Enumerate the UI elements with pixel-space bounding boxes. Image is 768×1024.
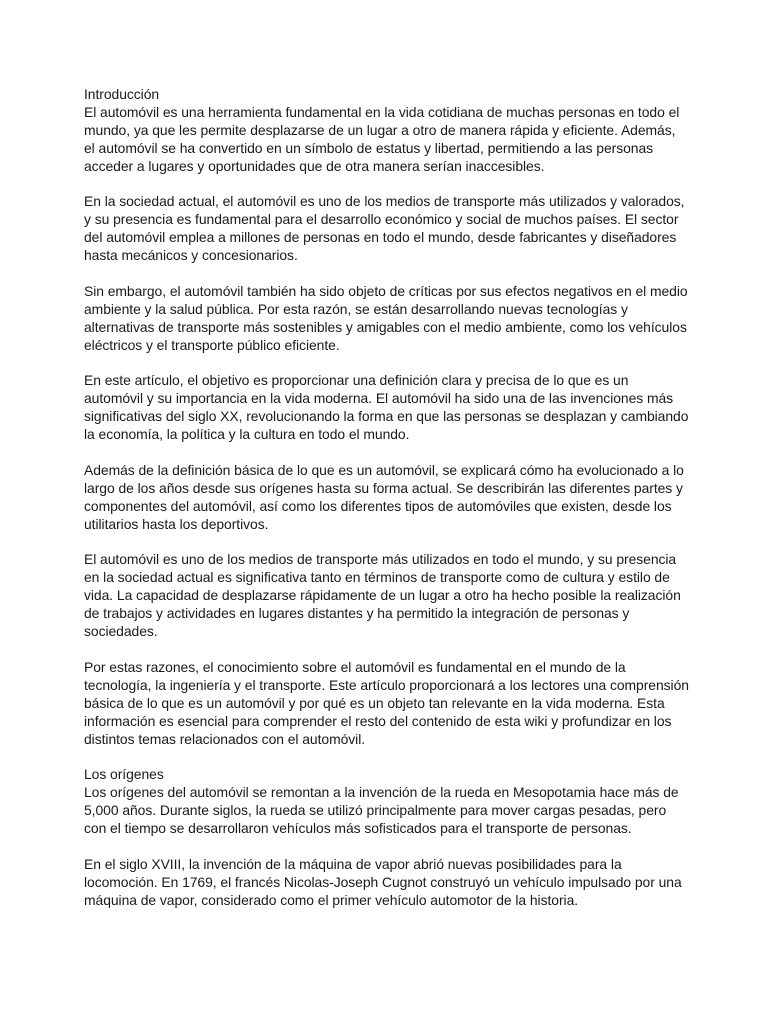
section-heading-origenes: Los orígenes — [84, 766, 164, 783]
paragraph: Sin embargo, el automóvil también ha sido objeto de críticas por sus efectos negativos en el medio ambiente y la salud pública. Por esta razón, se están desarrollando nuevas tecnologías y alternativas de transporte más sostenibles y amigables con el medio ambiente, como los vehículos eléctricos y el transporte público eficiente. — [84, 282, 688, 353]
paragraph: Además de la definición básica de lo que es un automóvil, se explicará cómo ha evolucionado a lo largo de los años desde sus orígenes hasta su forma actual. Se describirán las diferentes partes y componentes del automóvil, así como los diferentes tipos de automóviles que existen, desde los utilitarios hasta los deportivos. — [84, 461, 684, 532]
paragraph: En el siglo XVIII, la invención de la máquina de vapor abrió nuevas posibilidades para la locomoción. En 1769, el francés Nicolas-Joseph Cugnot construyó un vehículo impulsado por una máquina de vapor, considerado como el primer vehículo automotor de la historia. — [84, 855, 682, 908]
paragraph: En la sociedad actual, el automóvil es uno de los medios de transporte más utilizados y valorados, y su presencia es fundamental para el desarrollo económico y social de muchos países. El sector del automóvil emplea a millones de personas en todo el mundo, desde fabricantes y diseñadores hasta mecánicos y concesionarios. — [84, 193, 685, 264]
paragraph: Los orígenes del automóvil se remontan a la invención de la rueda en Mesopotamia hace más de 5,000 años. Durante siglos, la rueda se utilizó principalmente para mover cargas pesadas, pero con el tiempo se desarrollaron vehículos más sofisticados para el transporte de personas. — [84, 784, 679, 837]
paragraph: En este artículo, el objetivo es proporcionar una definición clara y precisa de lo que es un automóvil y su importancia en la vida moderna. El automóvil ha sido una de las invenciones más significativas del siglo XX, revolucionando la forma en que las personas se desplazan y cambiando la economía, la política y la cultura en todo el mundo. — [84, 372, 689, 443]
document-body — [84, 86, 689, 927]
paragraph: Por estas razones, el conocimiento sobre el automóvil es fundamental en el mundo de la tecnología, la ingeniería y el transporte. Este artículo proporcionará a los lectores una comprensión básica de lo que es un automóvil y por qué es un objeto tan relevante en la vida moderna. Esta información es esencial para comprender el resto del contenido de esta wiki y profundizar en los distintos temas relacionados con el automóvil. — [84, 658, 689, 747]
paragraph: El automóvil es una herramienta fundamental en la vida cotidiana de muchas personas en todo el mundo, ya que les permite desplazarse de un lugar a otro de manera rápida y eficiente. Además, el automóvil se ha convertido en un símbolo de estatus y libertad, permitiendo a las personas acceder a lugares y oportunidades que de otra manera serían inaccesibles. — [84, 103, 680, 174]
section-heading-introduccion: Introducción — [84, 86, 160, 102]
paragraph: El automóvil es uno de los medios de transporte más utilizados en todo el mundo, y su presencia en la sociedad actual es significativa tanto en términos de transporte como de cultura y estilo de vida. La capacidad de desplazarse rápidamente de un lugar a otro ha hecho posible la realización de trabajos y actividades en lugares distantes y ha permitido la integración de personas y sociedades. — [84, 551, 681, 640]
